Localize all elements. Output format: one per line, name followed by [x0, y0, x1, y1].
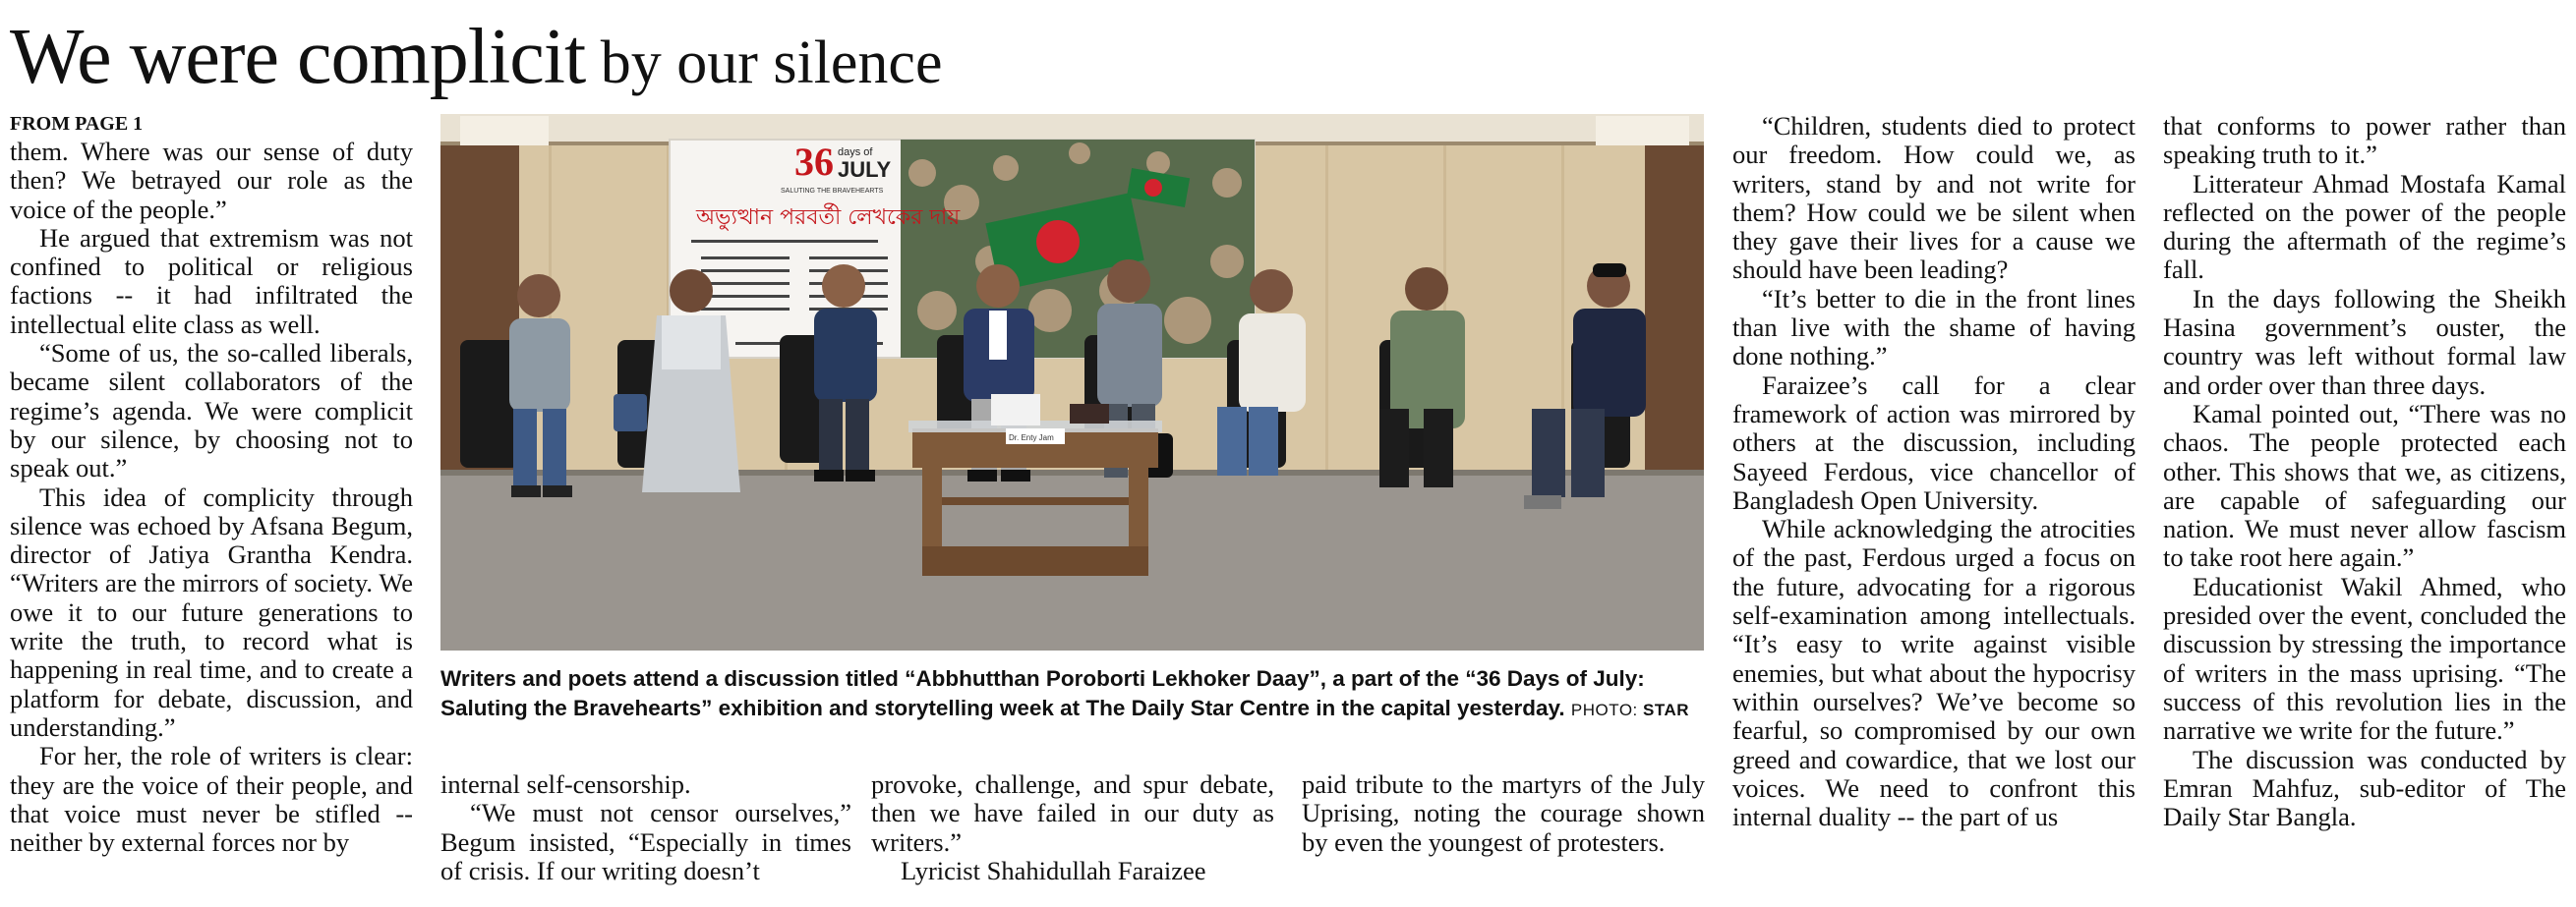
banner-title: অভ্যুত্থান পরবর্তী লেখকের দায়: [696, 205, 961, 230]
paragraph: them. Where was our sense of duty then? We betrayed our role as the voice of the people.”: [10, 137, 413, 224]
paragraph: Litterateur Ahmad Mostafa Kamal reflected on the power of the people during the aftermath of the regime’s fall.: [2163, 168, 2566, 285]
text-column-6: [2163, 112, 2566, 903]
paragraph: Lyricist Shahidullah Faraizee: [901, 855, 1206, 885]
text-column-1: [10, 112, 413, 903]
paragraph: internal self-censorship.: [440, 770, 691, 799]
text-column-3: [871, 770, 1274, 903]
event-photo: [440, 114, 1704, 651]
table-name-card: Dr. Enty Jam: [1009, 433, 1054, 442]
paragraph: He argued that extremism was not confined to political or religious factions -- it had infiltrated the intellectual elite class as well.: [10, 222, 413, 339]
text-column-4: [1302, 770, 1705, 903]
photo-credit: PHOTO: STAR: [1570, 701, 1690, 719]
paragraph: While acknowledging the atrocities of the past, Ferdous urged a focus on the future, advocating for a rigorous self-examination among intellectuals. “It’s easy to write against visible enemies, but what about the hypocrisy within ourselves? We’ve become so fearful, so compromised by our own greed and cowardice, that we lost our voices. We need to confront this internal duality -- the part of us: [1732, 514, 2136, 832]
text-column-2: [440, 770, 851, 903]
paragraph: Educationist Wakil Ahmed, who presided over the event, concluded the discussion by stressing the importance of writers in the mass uprising. “The success of this revolution lies in the narrative we write for the future.”: [2163, 571, 2566, 746]
headline-rest: by our silence: [585, 29, 943, 96]
paragraph: provoke, challenge, and spur debate, then we have failed in our duty as writers.”: [871, 770, 1274, 857]
paragraph: In the days following the Sheikh Hasina government’s ouster, the country was left without formal law and order over than three days.: [2163, 283, 2566, 400]
paragraph: paid tribute to the martyrs of the July Uprising, noting the courage shown by even the youngest of protesters.: [1302, 770, 1705, 857]
paragraph: “Children, students died to protect our freedom. How could we, as writers, stand by and not write for them? How could we be silent when they gave their lives for a cause we should have been leading?: [1732, 112, 2136, 285]
paragraph: Faraizee’s call for a clear framework of action was mirrored by others at the discussion, including Sayeed Ferdous, vice chancellor of Bangladesh Open University.: [1732, 369, 2136, 515]
text-column-5: [1732, 112, 2136, 903]
paragraph: “We must not censor ourselves,” Begum insisted, “Especially in times of crisis. If our writing doesn’t: [440, 798, 851, 885]
paragraph: “Some of us, the so-called liberals, became silent collaborators of the regime’s agenda. We were complicit by our silence, by choosing not to speak out.”: [10, 338, 413, 483]
headline: [10, 14, 943, 100]
photo-caption: [440, 664, 1709, 725]
paragraph: This idea of complicity through silence was echoed by Afsana Begum, director of Jatiya Grantha Kendra. “Writers are the mirrors of society. We owe it to our future generations to write the truth, to record what is happening in real time, and to create a platform for debate, discussion, and understanding.”: [10, 482, 413, 742]
paragraph: “It’s better to die in the front lines than live with the shame of having done nothing.”: [1732, 283, 2136, 371]
paragraph: that conforms to power rather than speaking truth to it.”: [2163, 112, 2566, 170]
banner-brand-word: JULY: [838, 157, 892, 182]
paragraph: Kamal pointed out, “There was no chaos. The people protected each other. This shows that we, as citizens, are capable of safeguarding our nation. We must never allow fascism to take root here again.”: [2163, 398, 2566, 573]
banner-brand-days: days of: [838, 146, 873, 158]
headline-main: We were complicit: [10, 14, 586, 100]
continuation-kicker: FROM PAGE 1: [10, 113, 144, 135]
caption-text: Writers and poets attend a discussion titled “Abbhutthan Poroborti Lekhoker Daay”, a part of the “36 Days of July: Saluting the Bravehearts” exhibition and storytelling week at The Daily Star Centre in the capital yesterday.: [440, 666, 1645, 720]
paragraph: For her, the role of writers is clear: they are the voice of their people, and that voice must never be stifled -- neither by external forces nor by: [10, 741, 413, 858]
paragraph: The discussion was conducted by Emran Mahfuz, sub-editor of The Daily Star Bangla.: [2163, 744, 2566, 832]
banner-brand-number: 36: [794, 140, 834, 184]
banner-tagline: SALUTING THE BRAVEHEARTS: [781, 188, 884, 195]
